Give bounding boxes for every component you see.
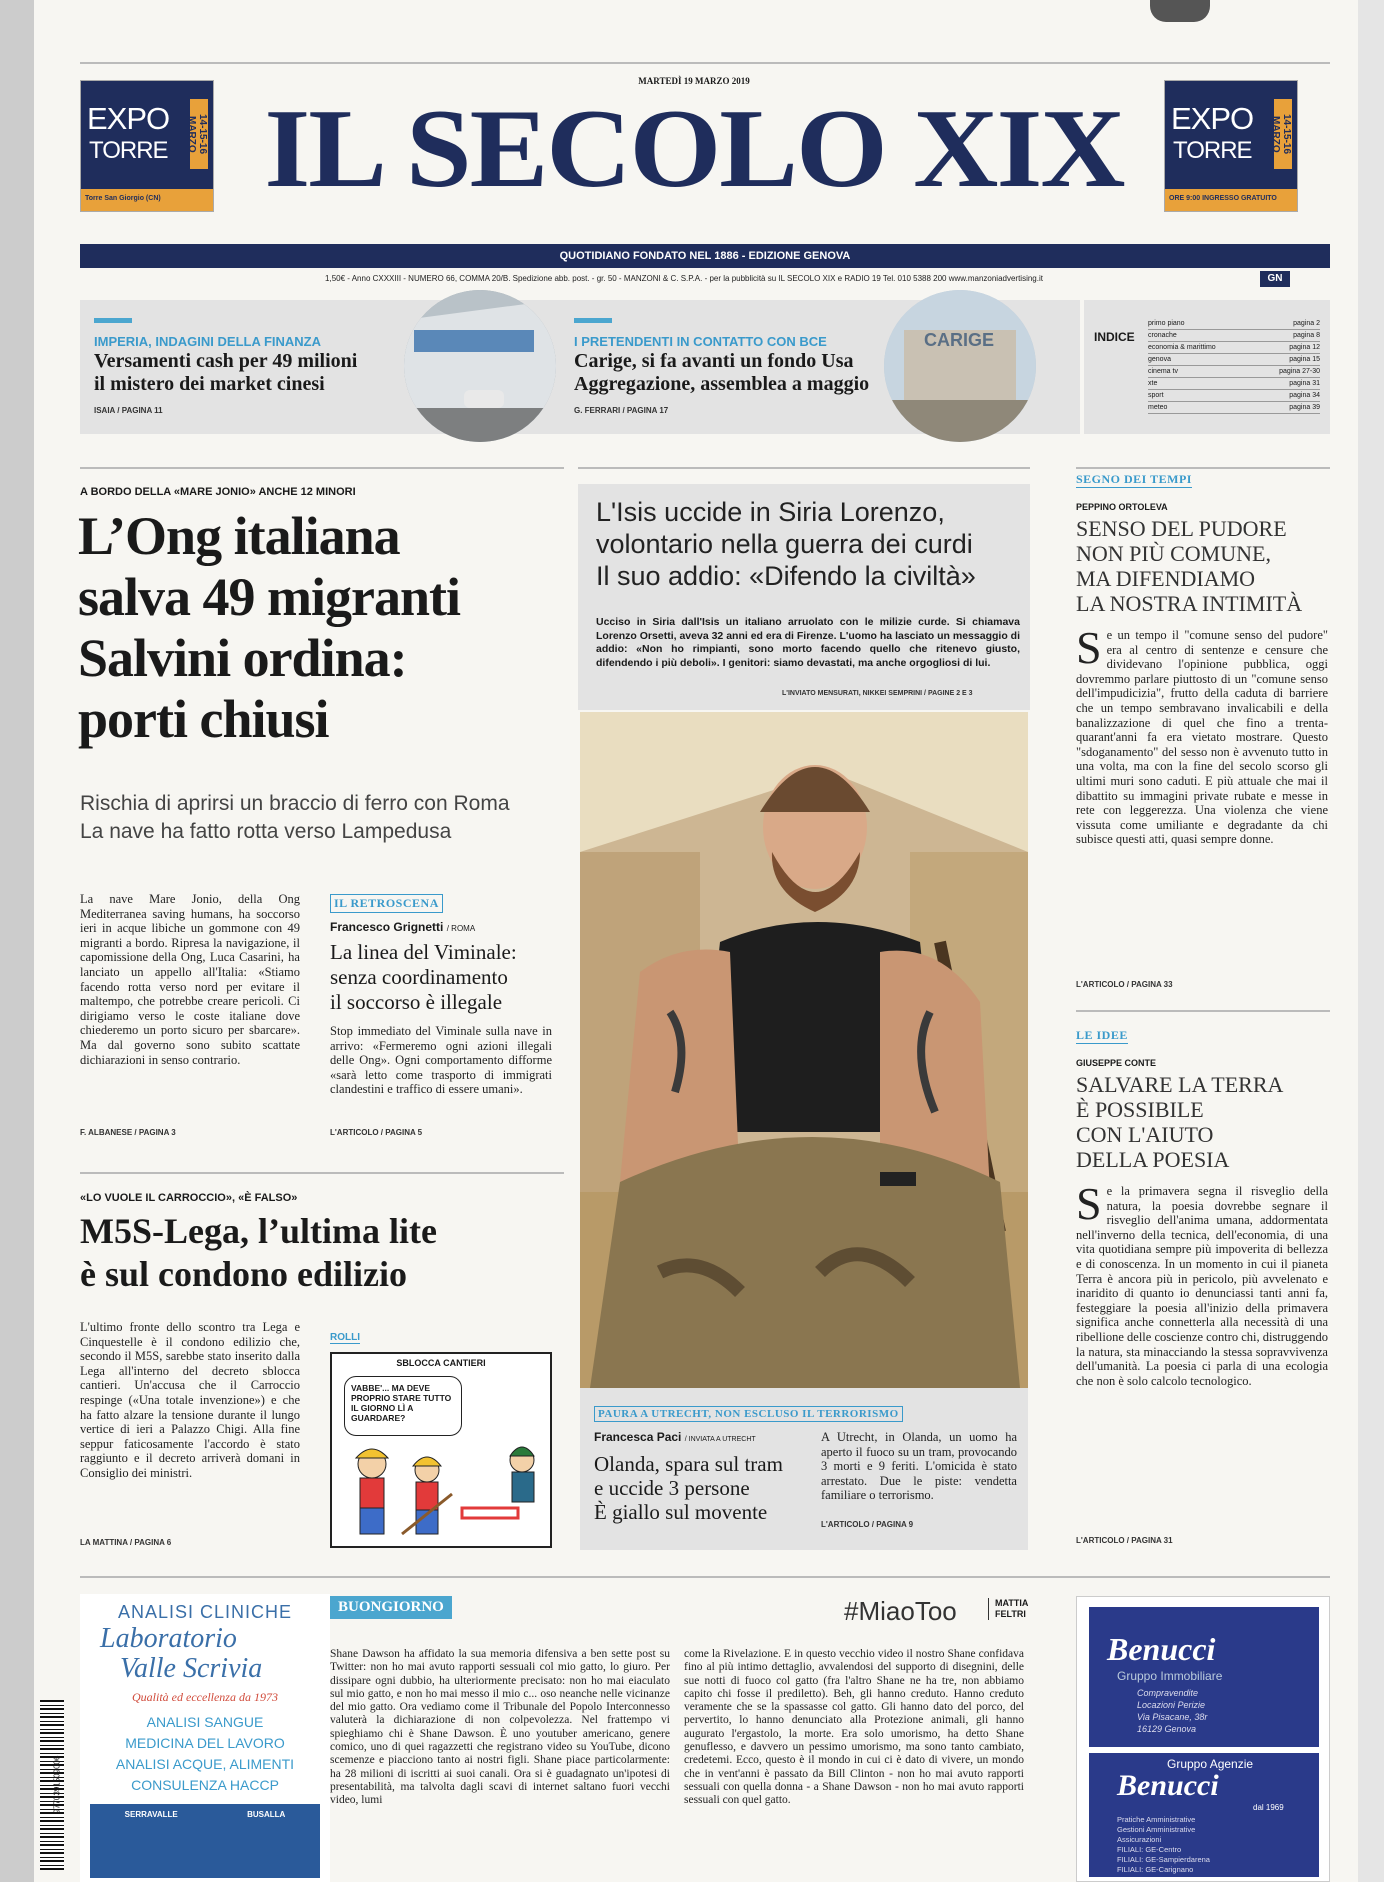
top-rule [80, 62, 1330, 64]
section-marker [94, 318, 132, 323]
isis-headline-line: Il suo addio: «Difendo la civiltà» [596, 561, 976, 591]
idee-headline-line: CON L'AIUTO [1076, 1122, 1214, 1147]
index-title: INDICE [1094, 330, 1135, 344]
segno-headline-line: NON PIÙ COMUNE, [1076, 541, 1271, 566]
buongiorno-col2: come la Rivelazione. E in questo vecchio video il nostro Shane confidava fino al più intimo dettaglio, avvalendosi del supporto di disegnini, delle sue notti di fuoco col gatto (fra l'altro Shane ne ha tre, non abbiamo capito chi fosse il prediletto). Beh, gli hanno creduto. Hanno creduto veramente che se la spassasse col gatto. Gli hanno dato del porco, del pervertito, lo hanno denunciato alla Protezione animali, gli hanno augurato l'ergastolo, la morte. Era solo umorismo, ha detto Shane genuflesso, e davvero un pessimo umorismo, ma sono tanto cambiato, credetemi. Ecco, questo è il mondo in cui ci è dato di vivere, un mondo che in vent'anni è passato da Bill Clinton - non ho mai avuto rapporti sessuali con quella donna - a Shane Dawson - non ho mai avuto rapporti sessuali con quel gatto. [684, 1648, 1024, 1807]
teaser1-photo [404, 290, 556, 442]
segno-headline-line: MA DIFENDIAMO [1076, 566, 1256, 591]
m5s-body: L'ultimo fronte dello scontro tra Lega e Cinquestelle è il condono edilizio che, secondo il M5S, sarebbe stato inserito dalla Lega all'interno del decreto sblocca cantieri. Un'accusa che il Carroccio respinge («Una totale invenzione») e che ha fatto alzare la tensione durante il lungo vertice di ieri a Palazzo Chigi. Alla fine seppur faticosamente l'accordo è stato raggiunto e il decreto arriverà domani in Consiglio dei ministri. [80, 1320, 300, 1480]
index-page: pagina 15 [1289, 356, 1320, 363]
retroscena-headline-line: senza coordinamento [330, 965, 508, 989]
ad-lab-service: CONSULENZA HACCP [131, 1777, 279, 1793]
cartoon-drawing [332, 1434, 550, 1546]
segno-label: SEGNO DEI TEMPI [1076, 472, 1192, 486]
m5s-headline-line: M5S-Lega, l’ultima lite [80, 1211, 437, 1251]
index-section: sport [1148, 392, 1164, 399]
main-headline[interactable] [78, 506, 578, 750]
index-section: cronache [1148, 332, 1177, 339]
ad-lab-city1: SERRAVALLE [124, 1810, 178, 1819]
benucci-line: FILIALI: GE-Sampierdarena [1117, 1855, 1210, 1864]
teaser1-credit: ISAIA / PAGINA 11 [94, 406, 163, 415]
index-page: pagina 2 [1293, 320, 1320, 327]
benucci-line: Via Pisacane, 38r [1137, 1712, 1208, 1722]
ad-laboratorio[interactable] [80, 1594, 330, 1882]
utrecht-credit: L'ARTICOLO / PAGINA 9 [821, 1520, 914, 1529]
teaser2-line1: Carige, si fa avanti un fondo Usa [574, 350, 854, 372]
main-headline-line: salva 49 migranti [78, 567, 460, 627]
expo-footer: Torre San Giorgio (CN) [81, 189, 213, 211]
segno-body-wrap [1076, 622, 1328, 847]
benucci-sub: Gruppo Immobiliare [1117, 1669, 1223, 1683]
teaser1-label: IMPERIA, INDAGINI DELLA FINANZA [94, 334, 322, 349]
teaser1-headline[interactable] [94, 350, 357, 396]
idee-body: e la primavera segna il risveglio della natura, la poesia dovrebbe segnare il risveglio dell'anima umana, addormentata nell'inverno della tecnica, dell'economia, di una vita quotidiana sempre più impoverita di bellezza e di conoscenza. In un momento in cui il pianeta Terra è ancora più in pericolo, più avvelenato e inaridito di quanto io denunciassi tanti anni fa, festeggiare la poesia all'inizio della primavera significa anche connetterla alla necessità di una ribellione delle coscienze contro chi, distruggendo la natura, sta minacciando la stessa sopravvivenza dell'umanità. La poesia ci parla di una ecologia che non è solo calcolo tecnologico. [1076, 1184, 1328, 1388]
segno-dropcap: S [1076, 622, 1102, 673]
utrecht-byline [594, 1430, 756, 1444]
m5s-credit: LA MATTINA / PAGINA 6 [80, 1538, 172, 1547]
index-page: pagina 31 [1289, 380, 1320, 387]
idee-dropcap: S [1076, 1178, 1102, 1229]
teaser2-photo [884, 290, 1036, 442]
buongiorno-label: BUONGIORNO [330, 1596, 452, 1619]
main-headline-line: Salvini ordina: [78, 628, 407, 688]
buongiorno-hashtag: #MiaoToo [844, 1596, 957, 1626]
benucci-line: Gestioni Amministrative [1117, 1825, 1196, 1834]
retroscena-label: IL RETROSCENA [330, 894, 443, 913]
benucci-line: Pratiche Amministrative [1117, 1815, 1196, 1824]
utrecht-author: Francesca Paci [594, 1430, 682, 1444]
index-row[interactable] [1148, 378, 1320, 390]
index-section: primo piano [1148, 320, 1185, 327]
idee-headline-line: DELLA POESIA [1076, 1147, 1230, 1172]
benucci-line: FILIALI: GE-Carignano [1117, 1865, 1194, 1874]
idee-headline[interactable] [1076, 1072, 1330, 1172]
isis-headline-line: volontario nella guerra dei curdi [596, 529, 973, 559]
buongiorno-author1: MATTIA [995, 1598, 1029, 1608]
index-section: genova [1148, 356, 1171, 363]
expo-dates: 14-15-16 MARZO [190, 99, 208, 169]
ad-lab-services [80, 1712, 330, 1796]
masthead-date: MARTEDÌ 19 MARZO 2019 [638, 76, 750, 86]
benucci-line: FILIALI: GE-Centro [1117, 1845, 1182, 1854]
retroscena-author: Francesco Grignetti [330, 920, 444, 934]
utrecht-body: A Utrecht, in Olanda, un uomo ha aperto il fuoco su un tram, provocando 3 morti e 9 feriti. L'omicida è stato arrestato. Due le piste: vendetta familiare o terrorismo. [821, 1430, 1017, 1503]
ad-lab-service: ANALISI ACQUE, ALIMENTI [115, 1756, 295, 1772]
index-page: pagina 12 [1289, 344, 1320, 351]
ad-lab-city2: BUSALLA [247, 1810, 286, 1819]
expo-ad-right[interactable] [1164, 80, 1298, 212]
teaser2-label: I PRETENDENTI IN CONTATTO CON BCE [574, 334, 827, 349]
index-row[interactable] [1148, 330, 1320, 342]
benucci-since: dal 1969 [1253, 1803, 1284, 1812]
teaser1-line1: Versamenti cash per 49 milioni [94, 350, 358, 372]
ad-lab-name [100, 1624, 262, 1684]
isis-body: Ucciso in Siria dall'Isis un italiano arruolato con le milizie curde. Si chiamava Lorenzo Orsetti, aveva 32 anni ed era di Firenze. L'uomo ha lasciato un messaggio di addio: «Non ho rimpianti, sono morto facendo quello che ritenevo giusto, difendendo i più deboli». I genitori: siamo devastati, ma anche orgogliosi di lui. [596, 616, 1020, 669]
idee-label: LE IDEE [1076, 1028, 1128, 1042]
main-headline-line: L’Ong italiana [78, 506, 400, 566]
utrecht-place: / INVIATA A UTRECHT [684, 1436, 756, 1443]
ad-benucci[interactable] [1076, 1596, 1330, 1882]
expo-line1: EXPO [1171, 101, 1254, 136]
retroscena-headline-line: La linea del Viminale: [330, 940, 517, 964]
cartoon-bubble: VABBE'... MA DEVE PROPRIO STARE TUTTO IL GIORNO LÌ A GUARDARE? [344, 1376, 462, 1436]
utrecht-headline-line: e uccide 3 persone [594, 1476, 750, 1500]
utrecht-headline-line: Olanda, spara sul tram [594, 1452, 783, 1476]
ad-lab-name1: Laboratorio [100, 1623, 237, 1654]
buongiorno-col1: Shane Dawson ha affidato la sua memoria difensiva a ben sette post su Twitter: non ho mai avuto rapporti sessuali col mio gatto, lo giuro. Per dissipare ogni dubbio, ha ulteriormente precisato: non ho mai eiaculato sul mio gatto, e non ho mai messo il mio c... oso neanche nelle vicinanze del mio gatto. Ora vediamo come il Tribunale del Popolo Interconnesso valuterà la dichiarazione di non colpevolezza. Nel frattempo vi spieghiamo chi è Shane Dawson. È uno youtuber americano, genere comico, uno di quei ragazzetti che registrano video su YouTube, dicono scemenze e piacciono tanto ai nostri figli. Shane piace particolarmente: ha 28 milioni di iscritti ai suoi canali. Ora si è guadagnato un'ipotesi di presentabilità, ma talvolta dagli scavi di internet saltano fuori vecchi video, lumi [330, 1648, 670, 1807]
barcode-number: 9770391509006 [52, 1755, 62, 1814]
index-box [1084, 300, 1330, 434]
main-kicker: A BORDO DELLA «MARE JONIO» ANCHE 12 MINORI [80, 486, 356, 498]
retroscena-byline [330, 920, 475, 934]
teaser2-line2: Aggregazione, assemblea a maggio [574, 373, 870, 395]
expo-dates: 14-15-16 MARZO [1274, 99, 1292, 169]
expo-line2: TORRE [1173, 137, 1252, 164]
utrecht-headline[interactable] [594, 1452, 814, 1524]
ad-lab-service: ANALISI SANGUE [146, 1714, 264, 1730]
segno-author: PEPPINO ORTOLEVA [1076, 502, 1168, 512]
rolli-label: ROLLI [330, 1332, 360, 1343]
segno-headline[interactable] [1076, 516, 1330, 616]
index-list [1148, 318, 1320, 414]
teaser2-headline[interactable] [574, 350, 869, 396]
expo-line2: TORRE [89, 137, 168, 164]
section-marker [574, 318, 612, 323]
index-row[interactable] [1148, 390, 1320, 402]
main-subhead-line: Rischia di aprirsi un braccio di ferro con Roma [80, 792, 510, 815]
segno-headline-line: LA NOSTRA INTIMITÀ [1076, 591, 1303, 616]
benucci-line: Compravendite [1137, 1688, 1199, 1698]
main-subhead [80, 790, 570, 846]
isis-credit: L'INVIATO MENSURATI, NIKKEI SEMPRINI / PAGINE 2 E 3 [782, 690, 973, 697]
viewer-edge [1358, 0, 1384, 1882]
cartoon-title: SBLOCCA CANTIERI [396, 1358, 486, 1368]
idee-headline-line: È POSSIBILE [1076, 1097, 1204, 1122]
newspaper-page [34, 0, 1374, 1882]
index-page: pagina 27-30 [1279, 368, 1320, 375]
ad-lab-service: MEDICINA DEL LAVORO [125, 1735, 285, 1751]
ad-lab-motto: Qualità ed eccellenza da 1973 [132, 1690, 278, 1704]
benucci-group: Gruppo Agenzie [1167, 1757, 1254, 1771]
index-section: economia & marittimo [1148, 344, 1216, 351]
benucci-line: Assicurazioni [1117, 1835, 1162, 1844]
teaser2-credit: G. FERRARI / PAGINA 17 [574, 406, 669, 415]
expo-footer: ORE 9:00 INGRESSO GRATUITO [1165, 189, 1297, 211]
rolli-cartoon[interactable] [330, 1352, 552, 1548]
benucci-lines1 [1137, 1687, 1207, 1735]
gnn-logo: GN [1260, 271, 1290, 287]
carige-sign: CARIGE [924, 330, 995, 350]
benucci-lines2 [1117, 1815, 1210, 1875]
main-headline-line: porti chiusi [78, 689, 329, 749]
retroscena-body: Stop immediato del Viminale sulla nave in arrivo: «Fermeremo ogni azioni illegali delle Ong». Ogni comportamento difforme «sarà letto come trasporto di immigrati clandestini e traffico di essere umani». [330, 1024, 552, 1097]
index-page: pagina 39 [1289, 404, 1320, 411]
index-row[interactable] [1148, 402, 1320, 414]
isis-headline[interactable] [596, 496, 1026, 592]
viewer-tab-handle[interactable] [1150, 0, 1210, 22]
m5s-headline-line: è sul condono edilizio [80, 1254, 408, 1294]
masthead-info: 1,50€ - Anno CXXXIII - NUMERO 66, COMMA 20/B. Spedizione abb. post. - gr. 50 - MANZONI & C. S.P.A. - per la pubblicità su IL SECOLO XIX e RADIO 19 Tel. 010 5388 200 www.manzoniadvertising.it [325, 274, 1043, 283]
expo-line1: EXPO [87, 101, 170, 136]
main-body: La nave Mare Jonio, della Ong Mediterranea saving humans, ha soccorso ieri in acque libiche un gommone con 49 migranti a bordo. Ripresa la navigazione, il capomissione della Ong, Luca Casarini, ha lanciato un appello all'Italia: «Stiamo facendo rotta verso nord per evitare il maltempo, che potrebbe creare pericoli. Ci dirigiamo verso le coste italiane dove chiederemo un porto sicuro per sbarcare». Ma dal governo sono subito scattate dichiarazioni in senso contrario. [80, 892, 300, 1067]
retroscena-headline[interactable] [330, 940, 560, 1015]
masthead-title[interactable]: IL SECOLO XIX [264, 86, 1124, 211]
isis-headline-line: L'Isis uccide in Siria Lorenzo, [596, 497, 945, 527]
index-section: cinema tv [1148, 368, 1178, 375]
utrecht-label: PAURA A UTRECHT, NON ESCLUSO IL TERRORISMO [594, 1406, 903, 1422]
ad-lab-contacts [90, 1804, 320, 1878]
m5s-headline[interactable] [80, 1210, 570, 1296]
idee-credit: L'ARTICOLO / PAGINA 31 [1076, 1536, 1173, 1545]
retroscena-place: / ROMA [446, 924, 476, 933]
expo-ad-left[interactable] [80, 80, 214, 212]
index-row[interactable] [1148, 342, 1320, 354]
index-section: meteo [1148, 404, 1168, 411]
retroscena-credit: L'ARTICOLO / PAGINA 5 [330, 1128, 423, 1137]
idee-headline-line: SALVARE LA TERRA [1076, 1072, 1284, 1097]
buongiorno-author2: FELTRI [995, 1609, 1026, 1619]
index-row[interactable] [1148, 318, 1320, 330]
isis-photo [580, 712, 1028, 1388]
benucci-line: Locazioni Perizie [1137, 1700, 1206, 1710]
index-row[interactable] [1148, 354, 1320, 366]
segno-credit: L'ARTICOLO / PAGINA 33 [1076, 980, 1173, 989]
benucci-line: 16129 Genova [1137, 1724, 1197, 1734]
teaser1-line2: il mistero dei market cinesi [94, 373, 325, 395]
index-section: xte [1148, 380, 1158, 387]
masthead-tagline: QUOTIDIANO FONDATO NEL 1886 - EDIZIONE GENOVA [80, 244, 1330, 268]
main-subhead-line: La nave ha fatto rotta verso Lampedusa [80, 820, 452, 843]
idee-author: GIUSEPPE CONTE [1076, 1058, 1157, 1068]
benucci-brand: Benucci [1107, 1631, 1216, 1667]
index-row[interactable] [1148, 366, 1320, 378]
segno-headline-line: SENSO DEL PUDORE [1076, 516, 1287, 541]
m5s-kicker: «LO VUOLE IL CARROCCIO», «È FALSO» [80, 1192, 298, 1204]
main-credit: F. ALBANESE / PAGINA 3 [80, 1128, 176, 1137]
benucci-brand2: Benucci [1117, 1769, 1219, 1802]
index-page: pagina 34 [1289, 392, 1320, 399]
segno-body: e un tempo il "comune senso del pudore" era al centro di sentenze e censure che dividevano l'opinione pubblica, oggi dovremmo parlare piuttosto di un "comune senso dell'impudicizia", frutto della caduta di barriere che un tempo sembravano invalicabili e della banalizzazione di quel che fino a trenta-quarant'anni fa era vietato mostrare. Questo "sdoganamento" del sesso non è avvenuto tutto in una volta, ma con la fine del secolo scorso gli ultimi muri sono caduti. E più attuale che mai il dibattito su immagini private rubate e messe in rete con leggerezza. Una violenza che viene vissuta come umiliante e degradante da chi subisce questi atti, quasi sempre donne. [1076, 628, 1328, 847]
utrecht-headline-line: È giallo sul movente [594, 1500, 768, 1524]
ad-lab-name2: Valle Scrivia [120, 1653, 263, 1684]
retroscena-headline-line: il soccorso è illegale [330, 990, 503, 1014]
index-page: pagina 8 [1293, 332, 1320, 339]
ad-lab-top: ANALISI CLINICHE [117, 1602, 293, 1622]
buongiorno-author [988, 1598, 1028, 1620]
idee-body-wrap [1076, 1178, 1328, 1388]
